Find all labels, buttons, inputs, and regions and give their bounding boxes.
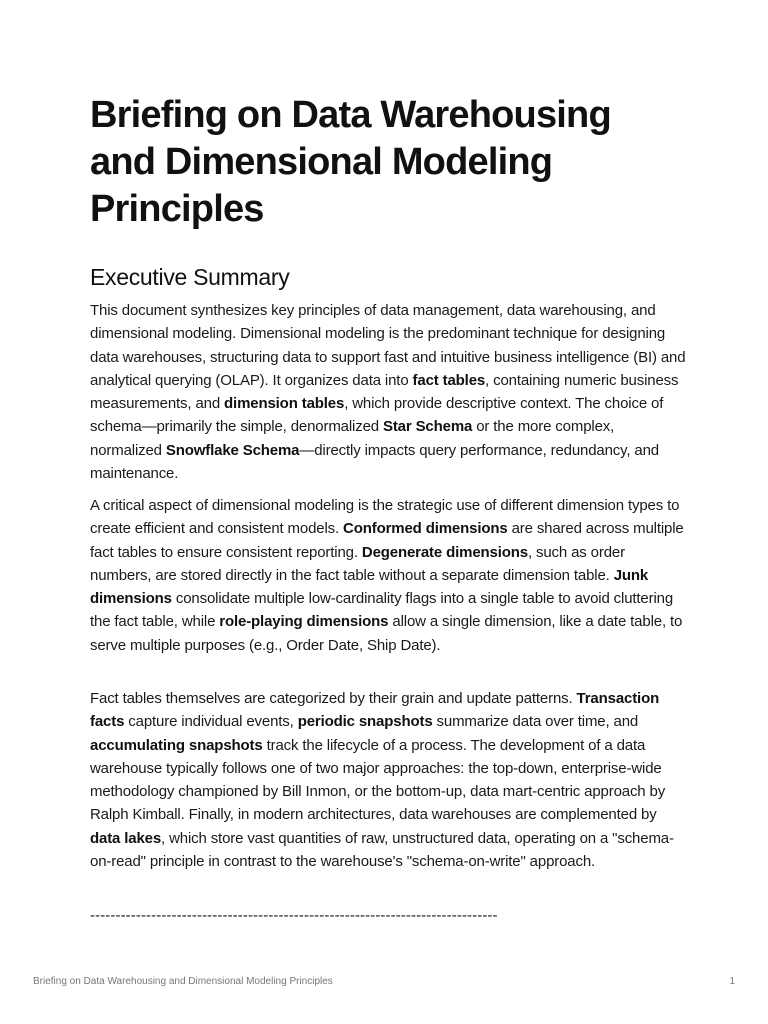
paragraph-text: capture individual events, [124,713,298,731]
paragraph-text: , which store vast quantities of raw, unstructured data, operating on a "schema-on-read" principle in contrast to the warehouse's "schema-on-write" approach. [90,829,674,871]
section-heading: Executive Summary [90,264,290,290]
page-number: 1 [729,976,735,987]
bold-term: Transaction facts [90,690,660,731]
paragraph-text: summarize data over time, and [432,713,639,731]
paragraph-text: Fact tables themselves are categorized by their grain and update patterns. [90,690,577,707]
bold-term: Star Schema [382,418,473,436]
page-footer [33,974,735,990]
paragraph-text: , which provide descriptive context. The choice of schema—primarily the simple, denormalized [90,395,664,436]
bold-term: Snowflake Schema [165,441,300,459]
paragraph-text: , containing numeric business measurements, and [90,371,679,413]
summary-paragraph [90,687,686,873]
paragraph-text: This document synthesizes key principles of data management, data warehousing, and dimensional modeling. Dimensional modeling is the predominant technique for designing data warehouses, structuring data to support fast and intuitive business intelligence (BI) and analytical querying (OLAP). It organizes data into [90,302,686,389]
paragraph-text: , such as order numbers, are stored directly in the fact table without a separate dimension table. [90,543,625,584]
bold-term: data lakes [90,829,162,847]
summary-paragraph [90,494,686,657]
paragraph-text: are shared across multiple fact tables to ensure consistent reporting. [90,520,684,561]
bold-term: role-playing dimensions [219,613,389,631]
bold-term: fact tables [412,371,486,389]
paragraph-text: A critical aspect of dimensional modeling is the strategic use of different dimension types to create efficient and consistent models. [90,497,680,538]
bold-term: dimension tables [224,395,345,413]
bold-term: Conformed dimensions [343,520,508,538]
paragraph-text: allow a single dimension, like a date table, to serve multiple purposes (e.g., Order Date, Ship Date). [90,613,683,654]
bold-term: Degenerate dimensions [361,543,528,561]
footer-title: Briefing on Data Warehousing and Dimensional Modeling Principles [33,976,333,987]
bold-term: periodic snapshots [297,713,433,731]
document-title: Briefing on Data Warehousing and Dimensional Modeling Principles [90,94,611,230]
paragraph-text: consolidate multiple low-cardinality flags into a single table to avoid cluttering the fact table, while [90,590,674,631]
paragraph-text: or the more complex, normalized [90,418,615,459]
bold-term: accumulating snapshots [90,736,263,754]
paragraph-text: —directly impacts query performance, redundancy, and maintenance. [90,441,659,483]
bold-term: Junk dimensions [90,566,649,608]
separator-line: -------------------------------------------------------------------------------- [90,907,498,924]
summary-paragraph [90,299,686,485]
paragraph-text: track the lifecycle of a process. The development of a data warehouse typically follows one of two major approaches: the top-down, enterprise-wide methodology championed by Bill Inmon, or the bottom-up, data mart-centric approach by Ralph Kimball. Finally, in modern architectures, data warehouses are complemented by [90,736,666,824]
